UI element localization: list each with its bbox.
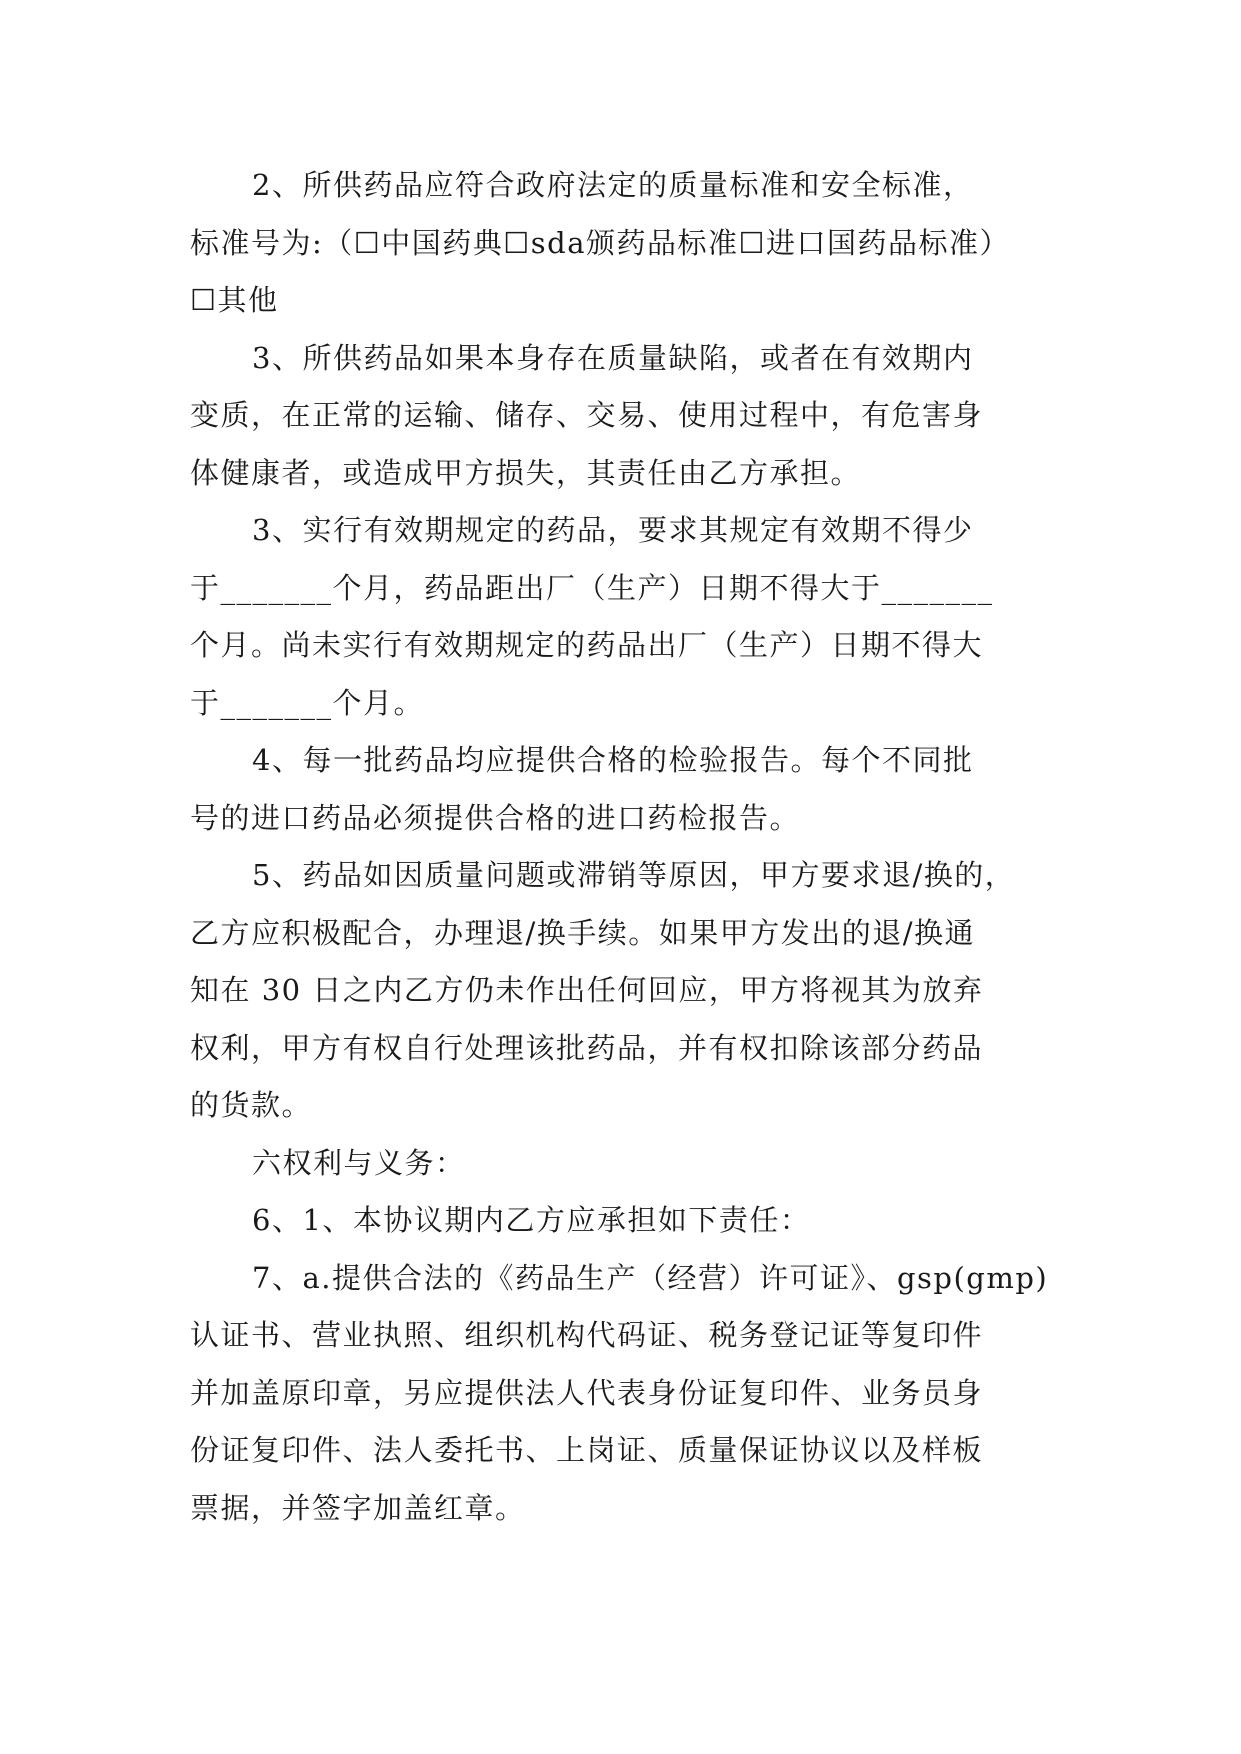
text-line: 个月。尚未实行有效期规定的药品出厂（生产）日期不得大 (190, 628, 984, 662)
text-line: 5、药品如因质量问题或滞销等原因，甲方要求退/换的， (252, 858, 1016, 892)
text-line: 6、1、本协议期内乙方应承担如下责任： (252, 1203, 811, 1237)
paragraph-responsibilities (190, 1192, 1050, 1250)
text-line: 4、每一批药品均应提供合格的检验报告。每个不同批 (252, 743, 974, 777)
text-line: 3、实行有效期规定的药品，要求其规定有效期不得少 (252, 513, 974, 547)
text-line: 于_______个月。 (190, 685, 425, 720)
text-line: 六权利与义务： (252, 1145, 466, 1180)
text-line: ☐其他 (190, 283, 279, 317)
text-line: 体健康者，或造成甲方损失，其责任由乙方承担。 (190, 455, 862, 490)
paragraph-inspection-report (190, 732, 1050, 847)
text-line: 权利，甲方有权自行处理该批药品，并有权扣除该部分药品 (190, 1030, 984, 1065)
text-line: 标准号为:（☐中国药典☐sda颁药品标准☐进口国药品标准） (190, 225, 1011, 260)
paragraph-quality-defects (190, 330, 1050, 503)
text-line: 认证书、营业执照、组织机构代码证、税务登记证等复印件 (190, 1318, 984, 1352)
paragraph-validity-period (190, 502, 1050, 732)
document-body (190, 157, 1050, 1537)
text-line: 7、a.提供合法的《药品生产（经营）许可证》、gsp(gmp) (252, 1260, 1049, 1295)
paragraph-quality-standard (190, 157, 1050, 330)
text-line: 变质，在正常的运输、储存、交易、使用过程中，有危害身 (190, 398, 984, 432)
text-line: 票据，并签字加盖红章。 (190, 1490, 526, 1525)
text-line: 并加盖原印章，另应提供法人代表身份证复印件、业务员身 (190, 1375, 984, 1410)
text-line: 乙方应积极配合，办理退/换手续。如果甲方发出的退/换通 (190, 915, 976, 950)
text-line: 份证复印件、法人委托书、上岗证、质量保证协议以及样板 (190, 1433, 984, 1467)
text-line: 于_______个月，药品距出厂（生产）日期不得大于_______ (190, 570, 994, 605)
text-line: 2、所供药品应符合政府法定的质量标准和安全标准， (252, 168, 974, 202)
text-line: 号的进口药品必须提供合格的进口药检报告。 (190, 800, 801, 835)
text-line: 的货款。 (190, 1088, 313, 1122)
paragraph-required-documents (190, 1250, 1050, 1538)
paragraph-return-exchange (190, 847, 1050, 1135)
text-line: 3、所供药品如果本身存在质量缺陷，或者在有效期内 (252, 340, 974, 375)
section-heading-rights-obligations (190, 1135, 1050, 1193)
text-line: 知在 30 日之内乙方仍未作出任何回应，甲方将视其为放弃 (190, 973, 984, 1007)
